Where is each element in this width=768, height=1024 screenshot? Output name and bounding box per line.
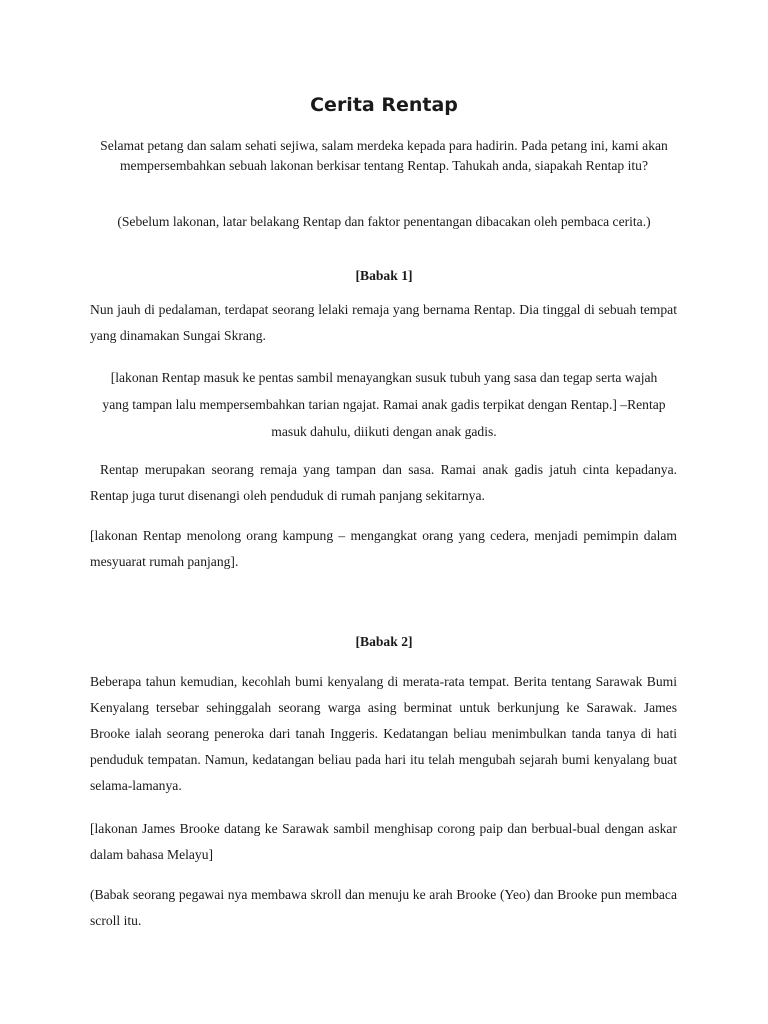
babak-1-stage-direction-2: [lakonan Rentap menolong orang kampung – mengangkat orang yang cedera, menjadi pemimpin dalam mesyuarat rumah panjang]. (90, 528, 677, 569)
intro-paragraph: Selamat petang dan salam sehati sejiwa, salam merdeka kepada para hadirin. Pada petang ini, kami akan mempersembahkan sebuah lakonan berkisar tentang Rentap. Tahukah anda, siapakah Rentap itu? (100, 138, 668, 173)
babak-1-paragraph-2: Rentap merupakan seorang remaja yang tampan dan sasa. Ramai anak gadis jatuh cinta kepadanya. Rentap juga turut disenangi oleh penduduk di rumah panjang sekitarnya. (90, 462, 677, 503)
babak-2-paragraph-1: Beberapa tahun kemudian, kecohlah bumi kenyalang di merata-rata tempat. Berita tentang Sarawak Bumi Kenyalang tersebar sehinggalah seorang warga asing berminat untuk berkunjung ke Sarawak. James Brooke ialah seorang peneroka dari tanah Inggeris. Kedatangan beliau menimbulkan tanda tanya di hati penduduk tempatan. Namun, kedatangan beliau pada hari itu telah mengubah sejarah bumi kenyalang buat selama-lamanya. (90, 674, 677, 793)
babak-2-heading: [Babak 2] (355, 634, 413, 649)
babak-2-stage-direction-2: (Babak seorang pegawai nya membawa skroll dan menuju ke arah Brooke (Yeo) dan Brooke pun membaca scroll itu. (90, 887, 677, 928)
babak-1-heading: [Babak 1] (355, 268, 413, 283)
babak-1-stage-direction-1: [lakonan Rentap masuk ke pentas sambil menayangkan susuk tubuh yang sasa dan tegap serta wajah yang tampan lalu mempersembahkan tarian ngajat. Ramai anak gadis terpikat dengan Rentap.] –Rentap masuk dahulu, diikuti dengan anak gadis. (102, 370, 666, 439)
babak-1-paragraph-1: Nun jauh di pedalaman, terdapat seorang lelaki remaja yang bernama Rentap. Dia tinggal di sebuah tempat yang dinamakan Sungai Skrang. (90, 302, 677, 343)
page-title: Cerita Rentap (310, 94, 458, 116)
background-note: (Sebelum lakonan, latar belakang Rentap dan faktor penentangan dibacakan oleh pembaca cerita.) (117, 214, 651, 229)
babak-2-stage-direction-1: [lakonan James Brooke datang ke Sarawak sambil menghisap corong paip dan berbual-bual dengan askar dalam bahasa Melayu] (90, 821, 677, 862)
